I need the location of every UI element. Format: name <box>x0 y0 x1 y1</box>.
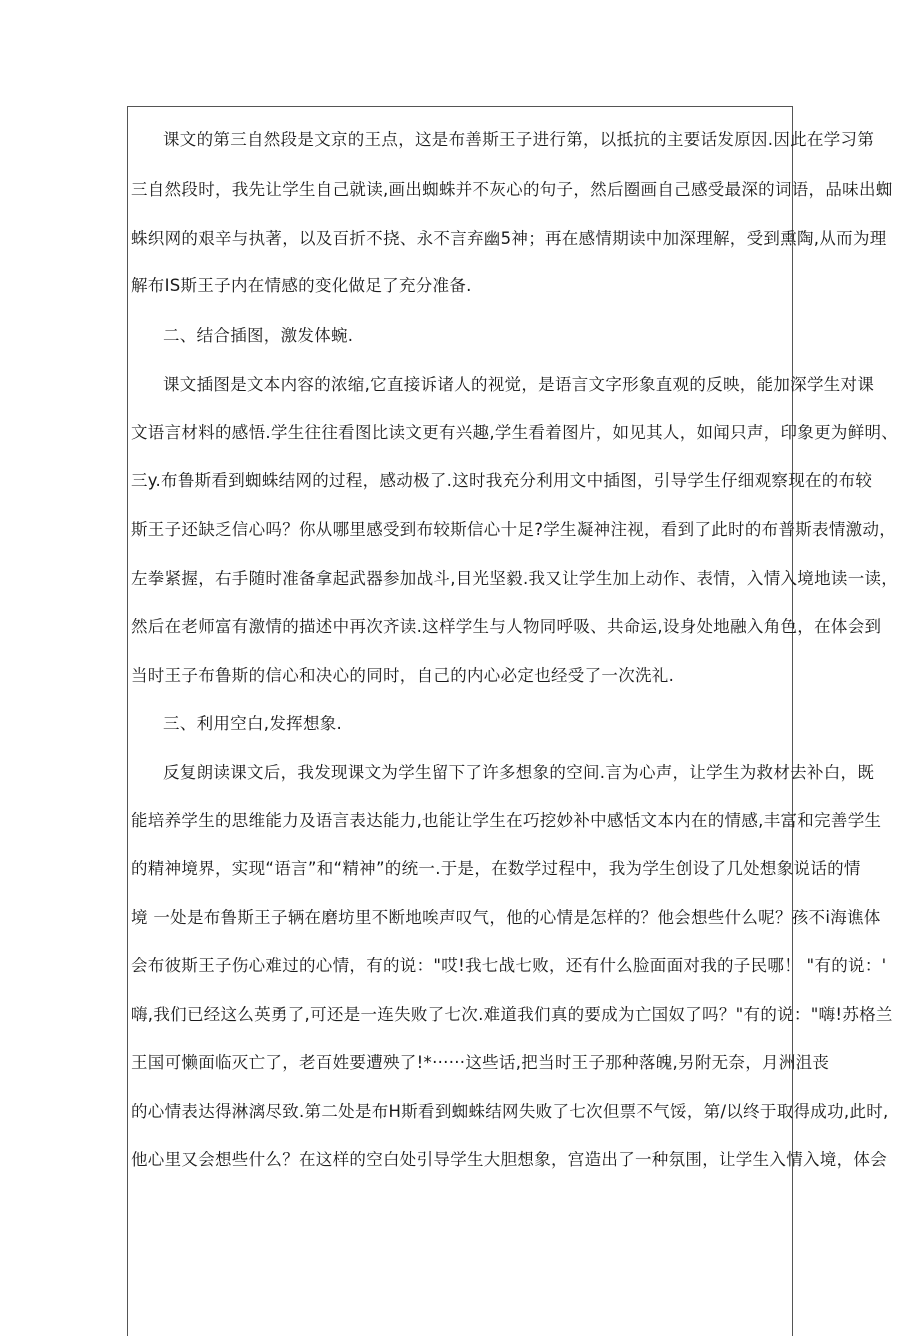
paragraph-line: 嗨,我们已经这么英勇了,可还是一连失败了七次.难道我们真的要成为亡国奴了吗？"有的说："嗨!苏格兰 <box>131 1005 893 1024</box>
paragraph-line: 课文插图是文本内容的浓缩,它直接诉诸人的视觉，是语言文字形象直观的反映，能加深学生对课 <box>163 375 875 394</box>
paragraph-line: 的精神境界，实现“语言”和“精神”的统一.于是，在数学过程中，我为学生创设了几处想象说话的情 <box>131 859 861 878</box>
paragraph-line: 解布IS斯王子内在情感的变化做足了充分准备. <box>131 276 472 295</box>
paragraph-line: 然后在老师富有激情的描述中再次齐读.这样学生与人物同呼吸、共命运,设身处地融入角色，在体会到 <box>131 617 882 636</box>
paragraph-line: 反复朗读课文后，我发现课文为学生留下了许多想象的空间.言为心声，让学生为救材去补白，既 <box>163 763 875 782</box>
paragraph-line: 王国可懒面临灭亡了，老百姓要遭殃了!*······这些话,把当时王子那种落魄,另附无奈，月洲沮丧 <box>131 1053 830 1072</box>
paragraph-line: 蛛织网的艰辛与执著，以及百折不挠、永不言弃幽5神；再在感情期读中加深理解，受到熏陶,从而为理 <box>131 229 887 248</box>
paragraph-line: 能培养学生的思维能力及语言表达能力,也能让学生在巧挖妙补中感恬文本内在的情感,丰富和完善学生 <box>131 811 882 830</box>
paragraph-line: 三y.布鲁斯看到蜘蛛结网的过程，感动极了.这时我充分利用文中插图，引导学生仔细观察现在的布较 <box>131 471 873 490</box>
paragraph-line: 课文的第三自然段是文京的王点，这是布善斯王子进行第，以抵抗的主要话发原因.因此在学习第 <box>163 130 875 149</box>
paragraph-line: 会布彼斯王子伤心难过的心情，有的说："哎!我七战七败，还有什么脸面面对我的子民哪！ "有的说：' <box>131 956 887 975</box>
paragraph-line: 境 一处是布鲁斯王子辆在磨坊里不断地唉声叹气，他的心情是怎样的？他会想些什么呢？孩不i海谯体 <box>131 908 881 927</box>
section-heading: 二、结合插图，激发体蜿. <box>163 326 354 345</box>
paragraph-line: 左拳紧握，右手随时准备拿起武器参加战斗,目光坚毅.我又让学生加上动作、表情，入情入境地读一读， <box>131 569 899 588</box>
section-heading: 三、利用空白,发挥想象. <box>163 714 343 733</box>
paragraph-line: 当时王子布鲁斯的信心和决心的同时，自己的内心必定也经受了一次洗礼. <box>131 666 675 685</box>
paragraph-line: 的心情表达得淋漓尽致.第二处是布H斯看到蜘蛛结网失败了七次但票不气馁，第/以终于取得成功,此时, <box>131 1102 889 1121</box>
paragraph-line: 他心里又会想些什么？在这样的空白处引导学生大胆想象，宫造出了一种氛围，让学生入情入境，体会 <box>131 1150 887 1169</box>
paragraph-line: 三自然段时，我先让学生自己就读,画出蜘蛛并不灰心的句子，然后圈画自己感受最深的词语，品味出蜘 <box>131 180 893 199</box>
paragraph-line: 斯王子还缺乏信心吗？你从哪里感受到布较斯信心十足?学生凝神注视，看到了此时的布普斯表情激动， <box>131 520 897 539</box>
paragraph-line: 文语言材料的感悟.学生往往看图比读文更有兴趣,学生看着图片，如见其人，如闻只声，印象更为鲜明、 <box>131 423 899 442</box>
